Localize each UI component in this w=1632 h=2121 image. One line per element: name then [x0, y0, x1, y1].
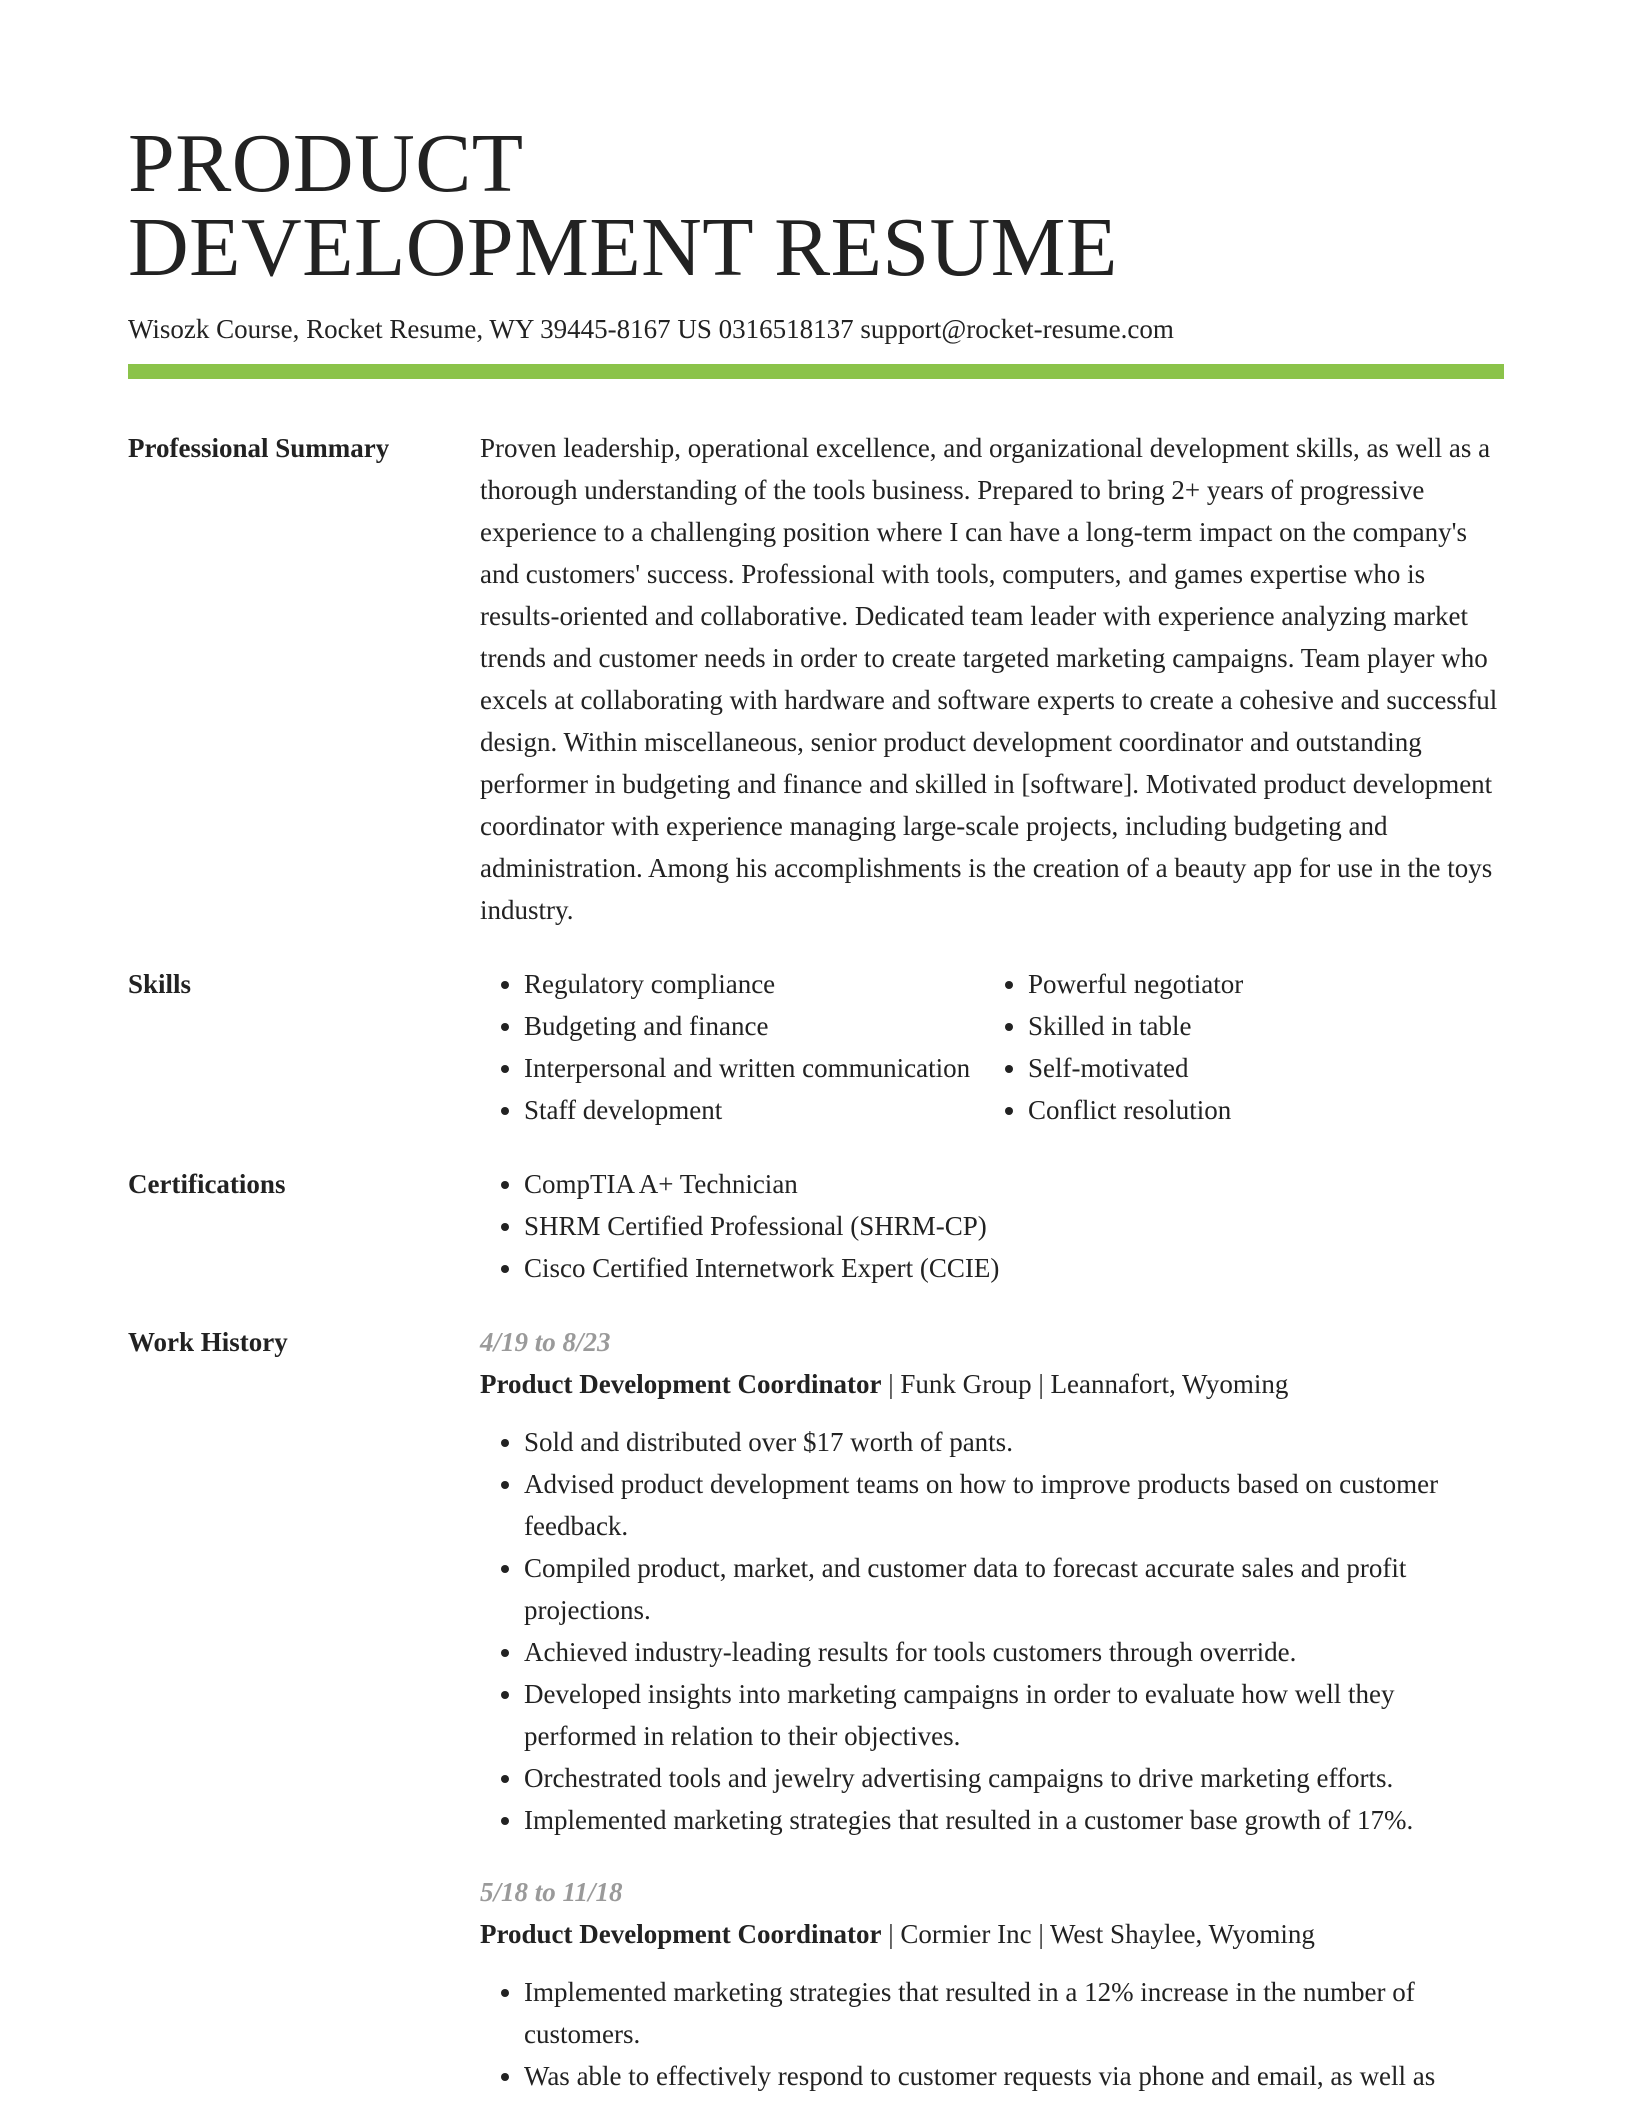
job-details: | Funk Group | Leannafort, Wyoming [881, 1369, 1289, 1399]
job-bullet: • Compiled product, market, and customer data to forecast accurate sales and profit projections. [524, 1547, 1504, 1631]
certifications-label: Certifications [128, 1169, 286, 1199]
skill-item: • Powerful negotiator [1028, 963, 1243, 1005]
job-heading [480, 1913, 1504, 1955]
skill-item: • Budgeting and finance [524, 1005, 984, 1047]
certification-item: • CompTIA A+ Technician [524, 1163, 1504, 1205]
title-line-2: DEVELOPMENT RESUME [128, 201, 1118, 294]
skill-item: • Regulatory compliance [524, 963, 984, 1005]
skill-item: • Staff development [524, 1089, 984, 1131]
job-entry [480, 1321, 1504, 1841]
summary-body [480, 427, 1504, 931]
resume-title [128, 117, 1504, 294]
skills-grid [480, 963, 1504, 1131]
job-bullet: • Implemented marketing strategies that resulted in a 12% increase in the number of customers. [524, 1971, 1504, 2055]
summary-section [128, 427, 1504, 931]
skills-list-right [984, 963, 1243, 1131]
job-entry [480, 1871, 1504, 2097]
title-line-1: PRODUCT [128, 117, 524, 210]
header-divider [128, 364, 1504, 379]
job-heading [480, 1363, 1504, 1405]
certification-item: • Cisco Certified Internetwork Expert (CCIE) [524, 1247, 1504, 1289]
resume-page [128, 117, 1504, 2121]
job-title: Product Development Coordinator [480, 1369, 882, 1399]
certifications-body [480, 1163, 1504, 1289]
skills-label: Skills [128, 969, 192, 999]
skill-item: • Self-motivated [1028, 1047, 1243, 1089]
job-details: | Cormier Inc | West Shaylee, Wyoming [881, 1919, 1315, 1949]
job-title: Product Development Coordinator [480, 1919, 882, 1949]
job-bullet: • Developed insights into marketing campaigns in order to evaluate how well they performed in relation to their objectives. [524, 1673, 1504, 1757]
skills-list-left [480, 963, 984, 1131]
skill-item: • Interpersonal and written communication [524, 1047, 984, 1089]
skill-item: • Conflict resolution [1028, 1089, 1243, 1131]
work-history-label: Work History [128, 1327, 288, 1357]
summary-label: Professional Summary [128, 433, 390, 463]
skills-section [128, 963, 1504, 1131]
work-history-body [480, 1321, 1504, 2121]
certification-item: • SHRM Certified Professional (SHRM-CP) [524, 1205, 1504, 1247]
skill-item: • Skilled in table [1028, 1005, 1243, 1047]
job-bullet: • Orchestrated tools and jewelry advertising campaigns to drive marketing efforts. [524, 1757, 1504, 1799]
job-bullet: • Sold and distributed over $17 worth of pants. [524, 1421, 1504, 1463]
certifications-list [480, 1163, 1504, 1289]
job-bullet: • Advised product development teams on how to improve products based on customer feedback. [524, 1463, 1504, 1547]
job-dates: 5/18 to 11/18 [480, 1877, 623, 1907]
contact-info: Wisozk Course, Rocket Resume, WY 39445-8167 US 0316518137 support@rocket-resume.com [128, 314, 1174, 344]
job-dates: 4/19 to 8/23 [480, 1327, 611, 1357]
job-bullets [480, 1971, 1504, 2097]
certifications-section [128, 1163, 1504, 1289]
summary-text: Proven leadership, operational excellence, and organizational development skills, as well as a thorough understanding of the tools business. Prepared to bring 2+ years of progressive experience to a challenging position where I can have a long-term impact on the company's and customers' success. Professional with tools, computers, and games expertise who is results-oriented and collaborative. Dedicated team leader with experience analyzing market trends and customer needs in order to create targeted marketing campaigns. Team player who excels at collaborating with hardware and software experts to create a cohesive and successful design. Within miscellaneous, senior product development coordinator and outstanding performer in budgeting and finance and skilled in [software]. Motivated product development coordinator with experience managing large-scale projects, including budgeting and administration. Among his accomplishments is the creation of a beauty app for use in the toys industry. [480, 433, 1498, 925]
job-bullets [480, 1421, 1504, 1841]
job-bullet: • Implemented marketing strategies that resulted in a customer base growth of 17%. [524, 1799, 1504, 1841]
work-history-section [128, 1321, 1504, 2121]
job-bullet: • Was able to effectively respond to customer requests via phone and email, as well as [524, 2055, 1504, 2097]
job-bullet: • Achieved industry-leading results for tools customers through override. [524, 1631, 1504, 1673]
